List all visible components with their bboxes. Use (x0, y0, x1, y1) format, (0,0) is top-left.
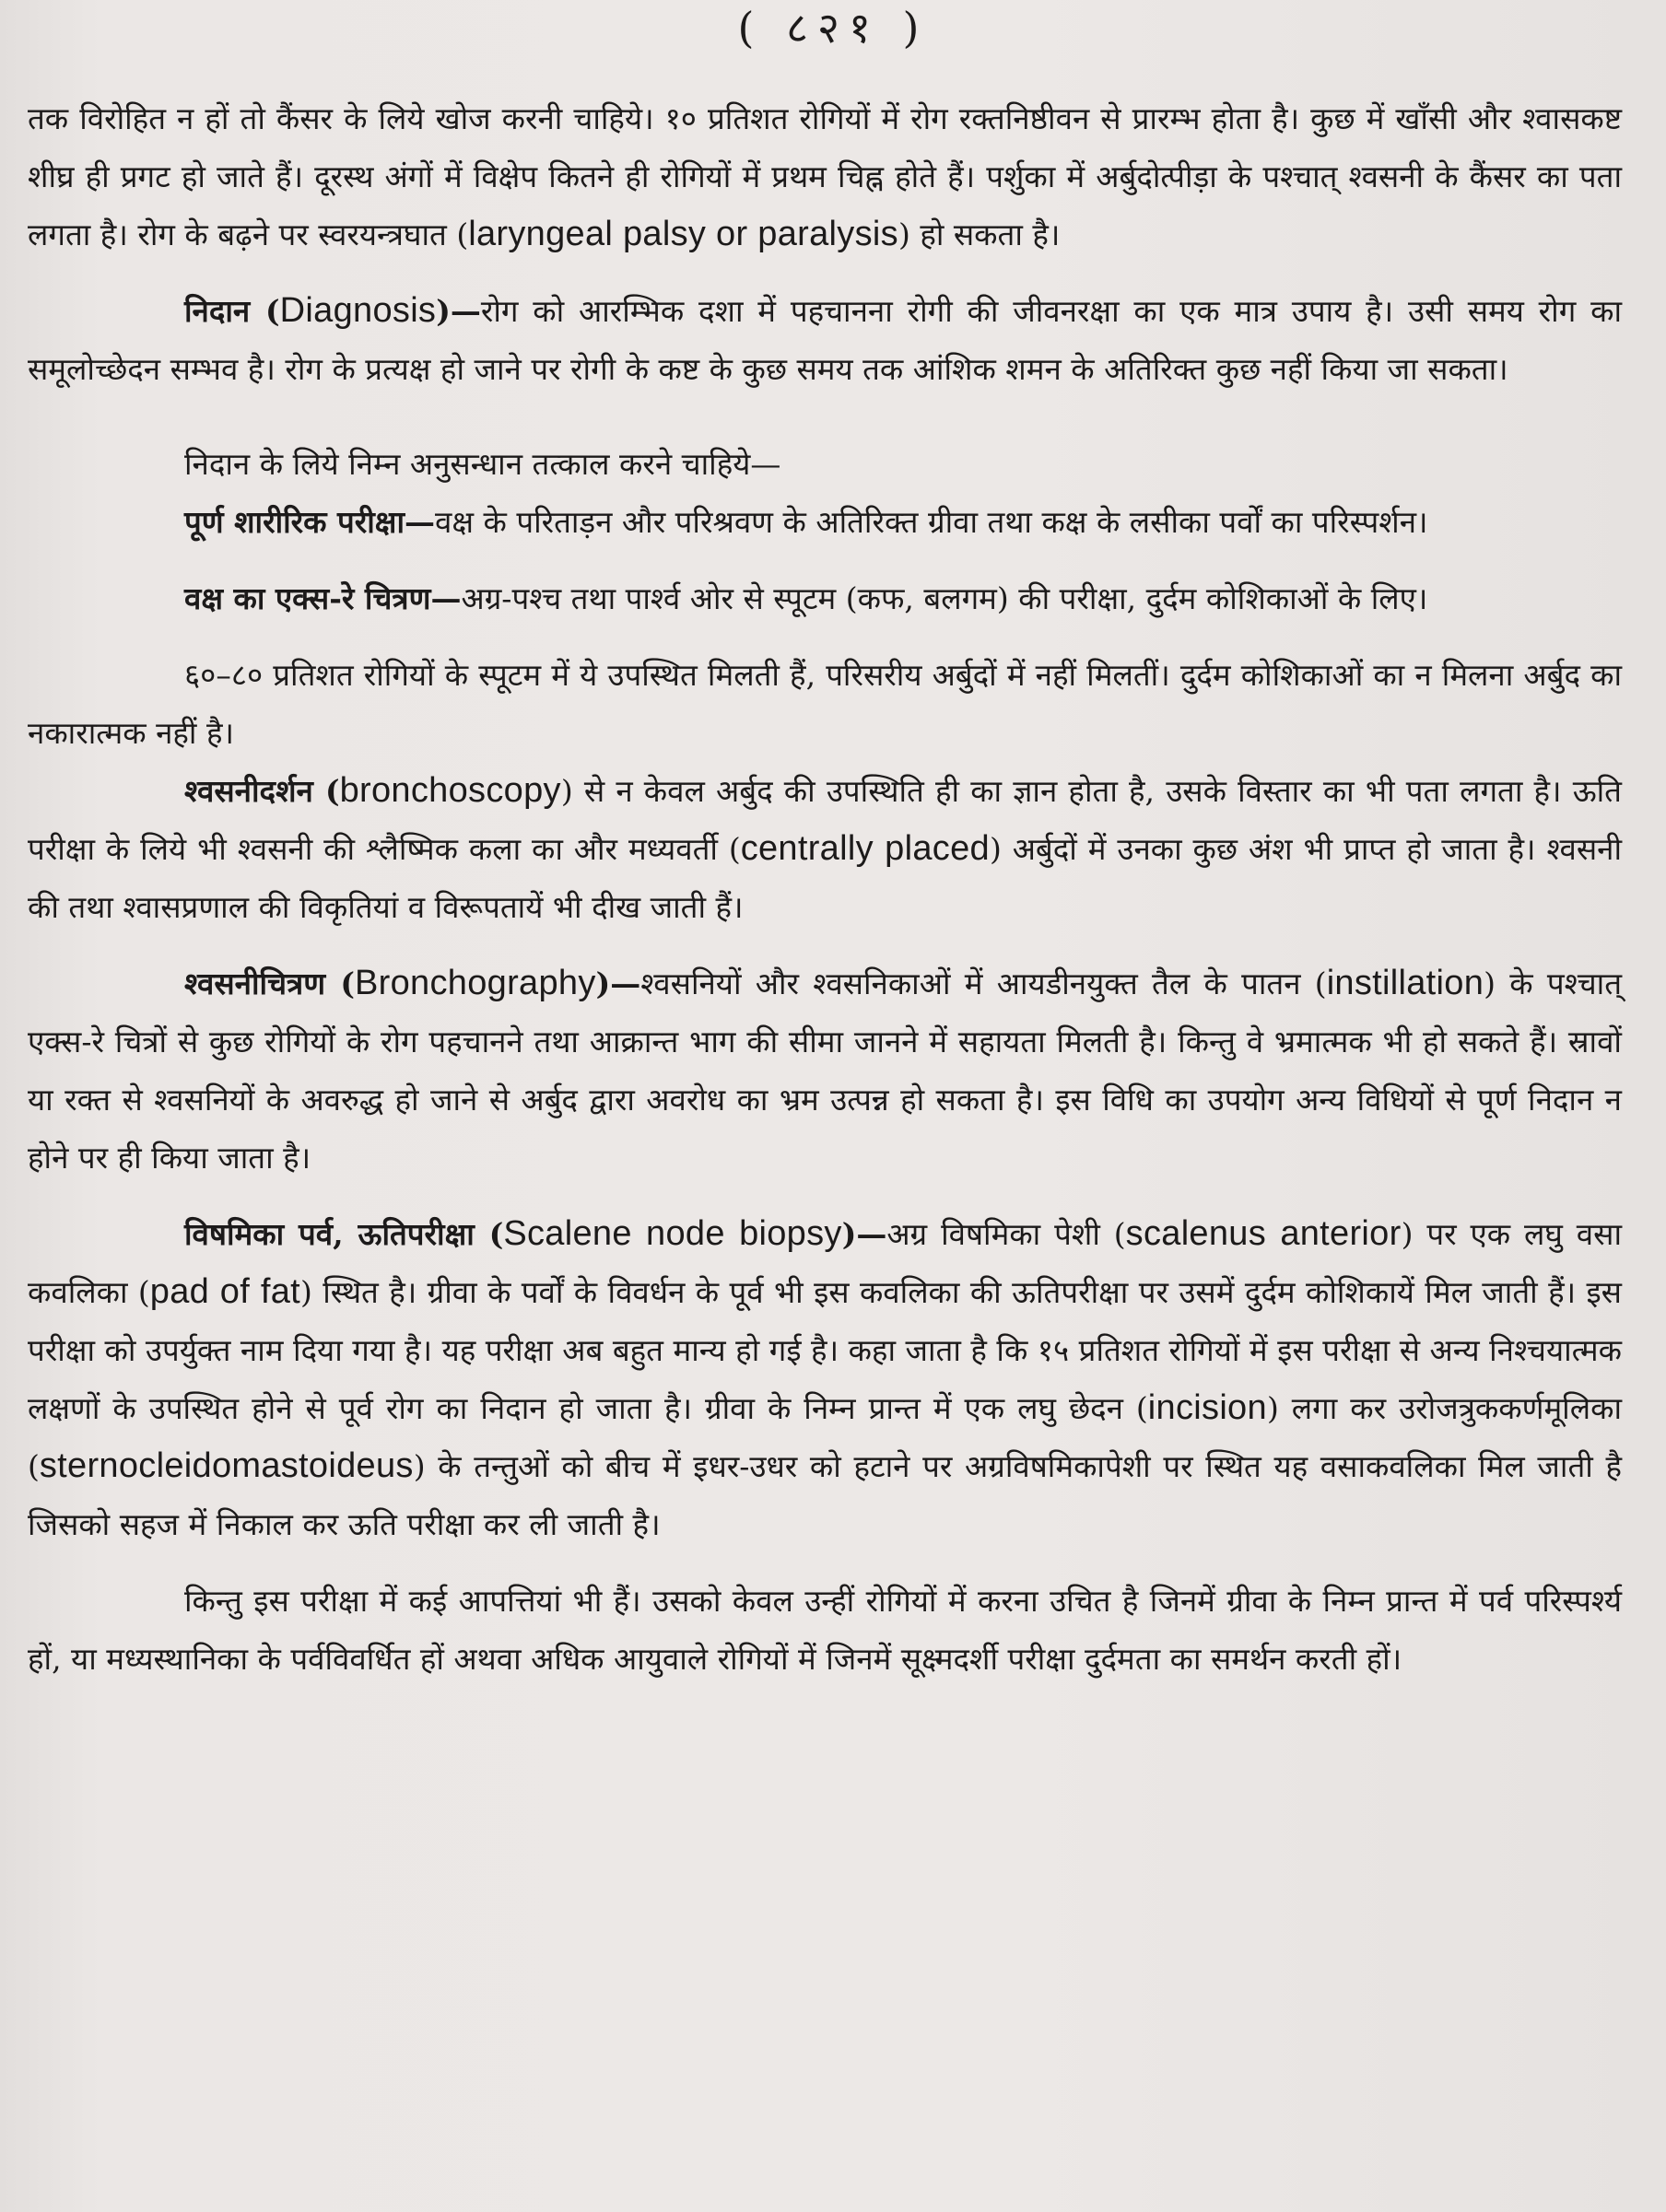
english-term: centrally placed (740, 829, 990, 868)
heading-term: )— (436, 293, 481, 329)
page-number: ( ८२१ ) (737, 3, 929, 53)
english-term: scalenus anterior (1125, 1214, 1402, 1253)
paragraph-diagnosis (28, 282, 1622, 398)
text-run: ६०–८० प्रतिशत रोगियों के स्पूटम में ये उपस्थित मिलती हैं, परिसरीय अर्बुदों में नहीं मिलतीं। दुर्दम कोशिकाओं का न मिलना अर्बुद का नकारात्मक नहीं है। (28, 657, 1622, 751)
text-run: ) स्थित है। ग्रीवा के पर्वों के विवर्धन के पूर्व भी इस कवलिका की ऊतिपरीक्षा पर उसमें दुर्दम कोशिकायें मिल जाती हैं। इस परीक्षा को उपर्युक्त नाम दिया गया है। यह परीक्षा अब बहुत मान्य हो गई है। कहा जाता है कि १५ प्रतिशत रोगियों में इस परीक्षा से अन्य निश्चयात्मक लक्षणों के उपस्थित होने से पूर्व रोग का निदान हो जाता है। ग्रीवा के निम्न प्रान्त में एक लघु छेदन ( (28, 1274, 1622, 1426)
heading-term: निदान ( (184, 293, 280, 329)
english-term: instillation (1326, 964, 1484, 1002)
text-run: ) अर्बुदों में उनका कुछ अंश भी प्राप्त हो जाता है। श्वसनी की तथा श्वासप्रणाल की विकृतियां व विरूपतायें भी दीख जाती हैं। (28, 831, 1623, 925)
text-run: तक विरोहित न हों तो कैंसर के लिये खोज करनी चाहिये। १० प्रतिशत रोगियों में रोग रक्तनिष्ठीवन से प्रारम्भ होता है। कुछ में खाँसी और श्वासकष्ट शीघ्र ही प्रगट हो जाते हैं। दूरस्थ अंगों में विक्षेप कितने ही रोगियों में प्रथम चिह्न होते हैं। पर्शुका में अर्बुदोत्पीड़ा के पश्चात् श्वसनी के कैंसर का पता लगता है। रोग के बढ़ने पर स्वरयन्त्रघात ( (28, 100, 1622, 252)
text-run: ) हो सकता है। (898, 217, 1061, 252)
text-run: ) पर एक लघु वसा कवलिका ( (28, 1216, 1623, 1310)
heading-term: पूर्ण शारीरिक परीक्षा— (184, 504, 435, 540)
paragraph-sputum-findings (28, 646, 1622, 762)
english-term: pad of fat (149, 1272, 300, 1311)
heading-term: )— (841, 1216, 887, 1252)
english-term: Diagnosis (279, 291, 437, 330)
heading-term: वक्ष का एक्स-रे चित्रण— (184, 580, 462, 616)
english-term: bronchoscopy (339, 771, 561, 810)
text-run: वक्ष के परिताड़न और परिश्रवण के अतिरिक्त ग्रीवा तथा कक्ष के लसीका पर्वों का परिस्पर्शन। (435, 504, 1428, 540)
text-run: ) के तन्तुओं को बीच में इधर-उधर को हटाने पर अग्रविषमिकापेशी पर स्थित यह वसाकवलिका मिल जाती है जिसको सहज में निकाल कर ऊति परीक्षा कर ली जाती है। (28, 1448, 1622, 1542)
english-term: Scalene node biopsy (503, 1214, 842, 1253)
english-term: laryngeal palsy or paralysis (468, 215, 898, 253)
heading-term: )— (595, 966, 641, 1001)
body-text (28, 89, 1622, 1688)
english-term: incision (1147, 1388, 1267, 1427)
english-term: sternocleidomastoideus (39, 1446, 414, 1485)
paragraph-chest-xray (28, 569, 1622, 627)
text-run: अग्र-पश्च तथा पार्श्व ओर से स्पूटम (कफ, बलगम) की परीक्षा, दुर्दम कोशिकाओं के लिए। (461, 580, 1428, 616)
text-run: ) के पश्चात् एक्स-रे चित्रों से कुछ रोगियों के रोग पहचानने तथा आक्रान्त भाग की सीमा जानने में सहायता मिलती है। किन्तु वे भ्रमात्मक भी हो सकते हैं। स्रावों या रक्त से श्वसनियों के अवरुद्ध हो जाने से अर्बुद द्वारा अवरोध का भ्रम उत्पन्न हो सकता है। इस विधि का उपयोग अन्य विधियों से पूर्ण निदान न होने पर ही किया जाता है। (28, 966, 1623, 1176)
text-run: अग्र विषमिका पेशी ( (886, 1216, 1126, 1252)
paragraph-investigations-intro (28, 435, 1622, 493)
text-run: ) से न केवल अर्बुद की उपस्थिति ही का ज्ञान होता है, उसके विस्तार का भी पता लगता है। ऊति परीक्षा के लिये भी श्वसनी की श्लैष्मिक कला का और मध्यवर्ती ( (28, 773, 1622, 867)
paragraph-symptoms-continued (28, 89, 1622, 263)
english-term: Bronchography (355, 964, 596, 1002)
paragraph-biopsy-objections (28, 1572, 1622, 1688)
text-run: ) लगा कर उरोजत्रुककर्णमूलिका ( (28, 1390, 1622, 1484)
paragraph-physical-examination (28, 493, 1622, 551)
heading-term: श्वसनीचित्रण ( (184, 966, 356, 1001)
text-run: किन्तु इस परीक्षा में कई आपत्तियां भी हैं। उसको केवल उन्हीं रोगियों में करना उचित है जिनमें ग्रीवा के निम्न प्रान्त में पर्व परिस्पर्श्य हों, या मध्यस्थानिका के पर्वविवर्धित हों अथवा अधिक आयुवाले रोगियों में जिनमें सूक्ष्मदर्शी परीक्षा दुर्दमता का समर्थन करती हों। (28, 1583, 1622, 1677)
text-run: श्वसनियों और श्वसनिकाओं में आयडीनयुक्त तैल के पातन ( (640, 966, 1327, 1001)
paragraph-bronchography (28, 954, 1622, 1187)
heading-term: विषमिका पर्व, ऊतिपरीक्षा ( (184, 1216, 504, 1252)
paragraph-scalene-node-biopsy (28, 1205, 1622, 1553)
text-run: रोग को आरम्भिक दशा में पहचानना रोगी की जीवनरक्षा का एक मात्र उपाय है। उसी समय रोग का समूलोच्छेदन सम्भव है। रोग के प्रत्यक्ष हो जाने पर रोगी के कष्ट के कुछ समय तक आंशिक शमन के अतिरिक्त कुछ नहीं किया जा सकता। (28, 293, 1622, 387)
heading-term: श्वसनीदर्शन ( (184, 773, 340, 809)
text-run: निदान के लिये निम्न अनुसन्धान तत्काल करने चाहिये— (184, 446, 781, 482)
paragraph-bronchoscopy (28, 762, 1622, 936)
